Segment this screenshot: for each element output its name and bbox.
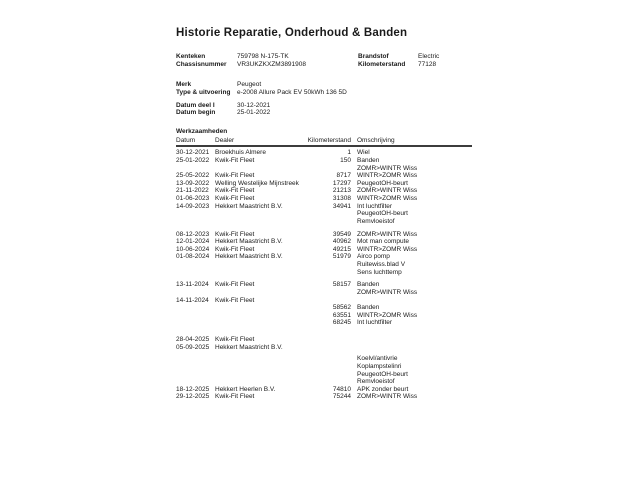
worklog-datum bbox=[176, 312, 215, 320]
worklog-dealer: Hekkert Maastricht B.V. bbox=[215, 202, 283, 210]
info-row bbox=[176, 81, 472, 89]
worklog-datum bbox=[176, 269, 215, 277]
worklog-row bbox=[176, 218, 472, 226]
worklog-datum: 18-12-2025 bbox=[176, 385, 210, 393]
info-label-2 bbox=[358, 81, 418, 89]
worklog-kilometerstand bbox=[303, 269, 351, 277]
worklog-omschrijving: Koelvl/antivrie bbox=[357, 355, 398, 363]
worklog-kilometerstand bbox=[303, 363, 351, 371]
worklog-omschrijving: PeugeotOH-beurt bbox=[357, 370, 408, 378]
worklog-omschrijving: Mot man compute bbox=[357, 238, 410, 246]
worklog-kilometerstand bbox=[303, 344, 351, 352]
worklog-datum bbox=[176, 371, 215, 379]
worklog-row bbox=[176, 149, 472, 157]
worklog-dealer bbox=[215, 289, 303, 297]
worklog-kilometerstand: 21213 bbox=[332, 187, 351, 195]
worklog-dealer: Kwik-Fit Fleet bbox=[215, 296, 255, 304]
history-report-page bbox=[176, 27, 472, 401]
worklog-dealer bbox=[215, 269, 303, 277]
worklog-dealer bbox=[215, 165, 303, 173]
worklog-row bbox=[176, 165, 472, 173]
worklog-dealer bbox=[215, 371, 303, 379]
worklog-kilometerstand: 63551 bbox=[332, 311, 351, 319]
worklog-kilometerstand bbox=[303, 378, 351, 386]
worklog-row bbox=[176, 319, 472, 327]
column-header-datum: Datum bbox=[176, 136, 196, 144]
worklog-omschrijving bbox=[357, 344, 472, 352]
worklog-kilometerstand: 58562 bbox=[332, 304, 351, 312]
worklog-row bbox=[176, 336, 472, 344]
worklog-datum: 25-05-2022 bbox=[176, 172, 210, 180]
worklog-omschrijving: WINTR>ZOMR Wiss bbox=[357, 172, 418, 180]
worklog-kilometerstand: 31308 bbox=[332, 195, 351, 203]
worklog-omschrijving: WINTR>ZOMR Wiss bbox=[357, 195, 418, 203]
worklog-omschrijving bbox=[357, 297, 472, 305]
worklog-datum: 14-11-2024 bbox=[176, 296, 209, 304]
worklog-row bbox=[176, 253, 472, 261]
worklog-dealer: Hekkert Maastricht B.V. bbox=[215, 253, 283, 261]
worklog-dealer: Kwik-Fit Fleet bbox=[215, 281, 255, 289]
info-value-2: 77128 bbox=[418, 60, 437, 68]
info-value: Peugeot bbox=[237, 81, 262, 89]
worklog-row bbox=[176, 312, 472, 320]
worklog-omschrijving: ZOMR>WINTR Wiss bbox=[357, 288, 418, 296]
info-label-2 bbox=[358, 89, 418, 97]
worklog-datum: 14-09-2023 bbox=[176, 202, 210, 210]
info-label: Merk bbox=[176, 81, 192, 89]
info-row bbox=[176, 61, 472, 69]
worklog-row bbox=[176, 246, 472, 254]
worklog-row bbox=[176, 210, 472, 218]
vehicle-info-section bbox=[176, 53, 472, 117]
info-label-2 bbox=[358, 102, 418, 110]
worklog-omschrijving: PeugeotOH-beurt bbox=[357, 179, 408, 187]
worklog-omschrijving: ZOMR>WINTR Wiss bbox=[357, 187, 418, 195]
worklog-row bbox=[176, 344, 472, 352]
worklog-row bbox=[176, 261, 472, 269]
worklog-row bbox=[176, 269, 472, 277]
info-value-2: Electric bbox=[418, 53, 440, 60]
worklog-kilometerstand bbox=[303, 165, 351, 173]
worklog-datum bbox=[176, 289, 215, 297]
worklog-datum bbox=[176, 363, 215, 371]
info-value: VR3UKZKXZM3891908 bbox=[237, 60, 307, 68]
info-value: e-2008 Allure Pack EV 50kWh 136 5D bbox=[237, 88, 347, 96]
worklog-kilometerstand: 49215 bbox=[332, 245, 351, 253]
worklog-kilometerstand: 58157 bbox=[332, 281, 351, 289]
worklog-row bbox=[176, 281, 472, 289]
worklog-omschrijving: Wiel bbox=[357, 149, 370, 157]
worklog-dealer: Welling Westelijke Mijnstreek bbox=[215, 179, 299, 187]
worklog-omschrijving: Banden bbox=[357, 281, 380, 289]
info-label: Kenteken bbox=[176, 53, 206, 60]
worklog-omschrijving: Int luchtfilter bbox=[357, 202, 393, 210]
worklog-kilometerstand bbox=[303, 297, 351, 305]
info-value-2 bbox=[418, 102, 472, 110]
worklog-datum: 30-12-2021 bbox=[176, 149, 210, 157]
worklog-omschrijving: Banden bbox=[357, 304, 380, 312]
worklog-omschrijving: WINTR>ZOMR Wiss bbox=[357, 245, 418, 253]
worklog-kilometerstand: 40962 bbox=[332, 238, 351, 246]
worklog-omschrijving: Int luchtfilter bbox=[357, 319, 393, 327]
worklog-kilometerstand: 8717 bbox=[336, 172, 351, 180]
worklog-datum bbox=[176, 304, 215, 312]
worklog-row bbox=[176, 157, 472, 165]
info-value-2 bbox=[418, 81, 472, 89]
info-value: 25-01-2022 bbox=[237, 109, 271, 117]
worklog-omschrijving: Ruitewiss.blad V bbox=[357, 261, 406, 269]
worklog-dealer bbox=[215, 378, 303, 386]
worklog-datum bbox=[176, 210, 215, 218]
worklog-row bbox=[176, 297, 472, 305]
worklog-row bbox=[176, 371, 472, 379]
worklog-dealer bbox=[215, 312, 303, 320]
info-row bbox=[176, 53, 472, 61]
worklog-datum bbox=[176, 218, 215, 226]
worklog-datum bbox=[176, 319, 215, 327]
worklog-kilometerstand bbox=[303, 371, 351, 379]
info-label: Type & uitvoering bbox=[176, 88, 231, 96]
worklog-omschrijving: Remvloeistof bbox=[357, 217, 395, 225]
worklog-dealer: Kwik-Fit Fleet bbox=[215, 187, 255, 195]
info-value-2 bbox=[418, 89, 472, 97]
worklog-datum: 25-01-2022 bbox=[176, 156, 210, 164]
worklog-row bbox=[176, 195, 472, 203]
worklog-dealer: Kwik-Fit Fleet bbox=[215, 336, 255, 344]
worklog-row bbox=[176, 187, 472, 195]
page-title: Historie Reparatie, Onderhoud & Banden bbox=[176, 27, 408, 39]
worklog-kilometerstand: 75244 bbox=[332, 393, 351, 401]
info-label: Datum deel I bbox=[176, 101, 215, 109]
worklog-dealer bbox=[215, 304, 303, 312]
worklog-heading: Werkzaamheden bbox=[176, 128, 228, 136]
column-header-dealer: Dealer bbox=[215, 136, 235, 144]
worklog-datum bbox=[176, 378, 215, 386]
worklog-dealer bbox=[215, 355, 303, 363]
worklog-datum bbox=[176, 355, 215, 363]
worklog-row bbox=[176, 172, 472, 180]
worklog-kilometerstand: 34941 bbox=[332, 202, 351, 210]
worklog-kilometerstand bbox=[303, 289, 351, 297]
info-value: 759798 N-175-TK bbox=[237, 53, 289, 60]
worklog-kilometerstand bbox=[303, 218, 351, 226]
worklog-kilometerstand bbox=[303, 210, 351, 218]
worklog-row bbox=[176, 238, 472, 246]
worklog-omschrijving: Remvloeistof bbox=[357, 378, 395, 386]
worklog-dealer: Kwik-Fit Fleet bbox=[215, 393, 255, 401]
worklog-datum: 29-12-2025 bbox=[176, 393, 210, 401]
worklog-row bbox=[176, 203, 472, 211]
worklog-kilometerstand: 17297 bbox=[332, 179, 351, 187]
worklog-datum: 21-11-2022 bbox=[176, 187, 209, 195]
worklog-dealer bbox=[215, 218, 303, 226]
worklog-dealer: Broekhuis Almere bbox=[215, 149, 266, 157]
worklog-datum: 01-06-2023 bbox=[176, 195, 210, 203]
worklog-dealer: Hekkert Maastricht B.V. bbox=[215, 343, 283, 351]
worklog-kilometerstand: 150 bbox=[340, 156, 351, 164]
worklog-dealer: Kwik-Fit Fleet bbox=[215, 172, 255, 180]
worklog-kilometerstand: 1 bbox=[347, 149, 351, 157]
worklog-kilometerstand: 74810 bbox=[332, 385, 351, 393]
info-value-2 bbox=[418, 109, 472, 117]
worklog-datum: 01-08-2024 bbox=[176, 253, 210, 261]
worklog-dealer bbox=[215, 261, 303, 269]
worklog-datum bbox=[176, 261, 215, 269]
column-header-kilometerstand: Kilometerstand bbox=[307, 136, 351, 144]
info-label-2: Brandstof bbox=[358, 53, 389, 60]
worklog-dealer: Kwik-Fit Fleet bbox=[215, 156, 255, 164]
worklog-dealer bbox=[215, 210, 303, 218]
worklog-omschrijving: Koplampstelinri bbox=[357, 362, 402, 370]
worklog-row bbox=[176, 304, 472, 312]
worklog-datum: 13-09-2022 bbox=[176, 179, 210, 187]
info-row bbox=[176, 102, 472, 110]
worklog-omschrijving: APK zonder beurt bbox=[357, 385, 409, 393]
worklog-datum: 10-06-2024 bbox=[176, 245, 210, 253]
worklog-kilometerstand: 51979 bbox=[332, 253, 351, 261]
column-header-omschrijving: Omschrijving bbox=[357, 136, 395, 144]
worklog-dealer: Kwik-Fit Fleet bbox=[215, 195, 255, 203]
worklog-omschrijving: Banden bbox=[357, 156, 380, 164]
worklog-table-header bbox=[176, 137, 472, 148]
info-label-2 bbox=[358, 109, 418, 117]
worklog-omschrijving: WINTR>ZOMR Wiss bbox=[357, 311, 418, 319]
worklog-row bbox=[176, 289, 472, 297]
worklog-omschrijving: ZOMR>WINTR Wiss bbox=[357, 164, 418, 172]
worklog-row bbox=[176, 231, 472, 239]
worklog-kilometerstand bbox=[303, 261, 351, 269]
info-label-2: Kilometerstand bbox=[358, 60, 406, 68]
worklog-row bbox=[176, 363, 472, 371]
worklog-dealer: Hekkert Maastricht B.V. bbox=[215, 238, 283, 246]
worklog-table-body bbox=[176, 149, 472, 401]
worklog-dealer bbox=[215, 319, 303, 327]
worklog-row bbox=[176, 355, 472, 363]
info-row bbox=[176, 89, 472, 97]
worklog-omschrijving: PeugeotOH-beurt bbox=[357, 210, 408, 218]
worklog-kilometerstand bbox=[303, 336, 351, 344]
worklog-datum: 28-04-2025 bbox=[176, 336, 210, 344]
worklog-dealer: Kwik-Fit Fleet bbox=[215, 245, 255, 253]
worklog-datum: 12-01-2024 bbox=[176, 238, 210, 246]
worklog-row bbox=[176, 386, 472, 394]
worklog-row bbox=[176, 393, 472, 401]
worklog-omschrijving: Sens luchttemp bbox=[357, 268, 402, 276]
worklog-dealer bbox=[215, 363, 303, 371]
worklog-datum: 13-11-2024 bbox=[176, 281, 209, 289]
worklog-dealer: Hekkert Heerlen B.V. bbox=[215, 385, 276, 393]
worklog-omschrijving: ZOMR>WINTR Wiss bbox=[357, 393, 418, 401]
worklog-omschrijving: Airco pomp bbox=[357, 253, 390, 261]
info-value: 30-12-2021 bbox=[237, 101, 271, 109]
worklog-dealer: Kwik-Fit Fleet bbox=[215, 230, 255, 238]
info-label: Datum begin bbox=[176, 109, 216, 117]
worklog-datum bbox=[176, 165, 215, 173]
worklog-row bbox=[176, 180, 472, 188]
info-row bbox=[176, 109, 472, 117]
worklog-omschrijving: ZOMR>WINTR Wiss bbox=[357, 230, 418, 238]
worklog-row bbox=[176, 378, 472, 386]
worklog-kilometerstand: 68245 bbox=[332, 319, 351, 327]
worklog-omschrijving bbox=[357, 336, 472, 344]
worklog-datum: 08-12-2023 bbox=[176, 230, 210, 238]
info-label: Chassisnummer bbox=[176, 60, 227, 68]
worklog-kilometerstand: 39549 bbox=[332, 230, 351, 238]
worklog-datum: 05-09-2025 bbox=[176, 343, 210, 351]
worklog-kilometerstand bbox=[303, 355, 351, 363]
